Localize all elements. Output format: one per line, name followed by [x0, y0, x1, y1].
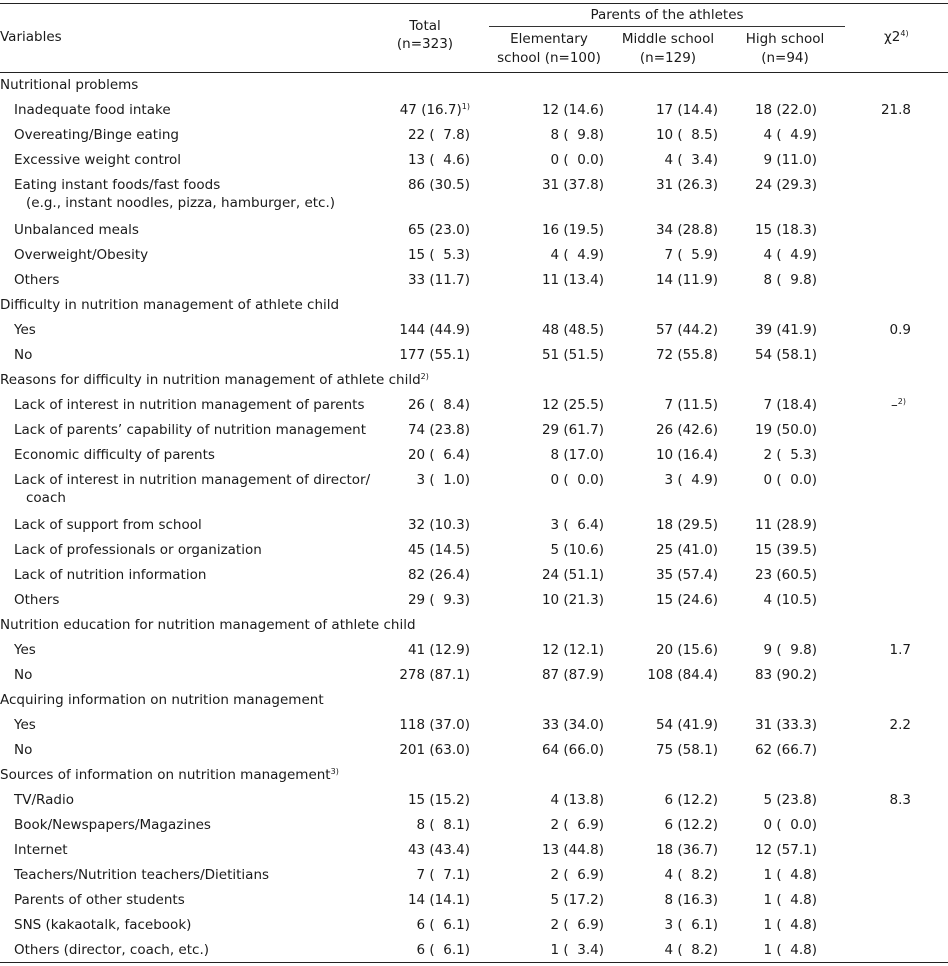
header-high: High school [745, 31, 825, 47]
chi-square-cell: 1.7 [889, 642, 911, 658]
row-label: Lack of professionals or organization [14, 542, 262, 558]
top-rule [0, 3, 948, 4]
header-high-n: (n=94) [761, 50, 809, 66]
chi-square-cell: 2.2 [889, 717, 911, 733]
total-cell: 86 (30.5) [407, 177, 470, 193]
table-row [0, 516, 948, 541]
table-row [0, 791, 948, 816]
table-row [0, 591, 948, 616]
high-cell: 0 ( 0.0) [763, 472, 817, 488]
middle-cell: 72 (55.8) [655, 347, 718, 363]
elementary-cell: 8 ( 9.8) [550, 127, 604, 143]
section-row [0, 616, 948, 641]
row-label: No [14, 347, 33, 363]
high-cell: 1 ( 4.8) [763, 942, 817, 958]
row-label: Overweight/Obesity [14, 247, 149, 263]
table-row [0, 421, 948, 446]
total-cell: 13 ( 4.6) [407, 152, 470, 168]
middle-cell: 15 (24.6) [655, 592, 718, 608]
elementary-cell: 0 ( 0.0) [550, 152, 604, 168]
section-label: Difficulty in nutrition management of athlete child [0, 297, 340, 313]
middle-cell: 57 (44.2) [655, 322, 718, 338]
total-cell: 74 (23.8) [407, 422, 470, 438]
middle-cell: 35 (57.4) [655, 567, 718, 583]
high-cell: 12 (57.1) [754, 842, 817, 858]
high-cell: 9 (11.0) [763, 152, 817, 168]
high-cell: 62 (66.7) [754, 742, 817, 758]
middle-cell: 4 ( 8.2) [664, 942, 718, 958]
table-row [0, 321, 948, 346]
middle-cell: 75 (58.1) [655, 742, 718, 758]
elementary-cell: 2 ( 6.9) [550, 867, 604, 883]
header-chi-square: χ2$^{4)}$ [884, 29, 909, 45]
elementary-cell: 5 (10.6) [550, 542, 604, 558]
total-cell: 8 ( 8.1) [416, 817, 470, 833]
header-total-n: (n=323) [396, 36, 454, 52]
row-label: Lack of nutrition information [14, 567, 207, 583]
chi-footnote: 4) [900, 29, 909, 38]
footnote-marker: 2) [420, 372, 429, 381]
middle-cell: 25 (41.0) [655, 542, 718, 558]
elementary-cell: 4 (13.8) [550, 792, 604, 808]
header-variables: Variables [0, 29, 62, 45]
total-cell: 15 (15.2) [407, 792, 470, 808]
total-cell: 41 (12.9) [407, 642, 470, 658]
middle-cell: 54 (41.9) [655, 717, 718, 733]
high-cell: 18 (22.0) [754, 102, 817, 118]
table-row [0, 891, 948, 916]
middle-cell: 34 (28.8) [655, 222, 718, 238]
high-cell: 4 ( 4.9) [763, 127, 817, 143]
elementary-cell: 51 (51.5) [541, 347, 604, 363]
middle-cell: 31 (26.3) [655, 177, 718, 193]
table-row [0, 396, 948, 421]
middle-cell: 18 (36.7) [655, 842, 718, 858]
section-row [0, 371, 948, 396]
table-row [0, 151, 948, 176]
row-label: Yes [14, 717, 36, 733]
total-cell: 278 (87.1) [399, 667, 470, 683]
row-label: Yes [14, 642, 36, 658]
total-cell: 33 (11.7) [407, 272, 470, 288]
section-row [0, 76, 948, 101]
row-label: Lack of support from school [14, 517, 202, 533]
total-cell: 65 (23.0) [407, 222, 470, 238]
row-label: Yes [14, 322, 36, 338]
elementary-cell: 3 ( 6.4) [550, 517, 604, 533]
high-cell: 31 (33.3) [754, 717, 817, 733]
row-label: Lack of interest in nutrition management of parents [14, 397, 365, 413]
row-label: TV/Radio [14, 792, 74, 808]
total-cell: 20 ( 6.4) [407, 447, 470, 463]
elementary-cell: 8 (17.0) [550, 447, 604, 463]
high-cell: 9 ( 9.8) [763, 642, 817, 658]
total-cell: 32 (10.3) [407, 517, 470, 533]
row-label: Internet [14, 842, 68, 858]
middle-cell: 14 (11.9) [655, 272, 718, 288]
total-cell: 144 (44.9) [399, 322, 470, 338]
row-label: Book/Newspapers/Magazines [14, 817, 211, 833]
middle-cell: 3 ( 4.9) [664, 472, 718, 488]
high-cell: 83 (90.2) [754, 667, 817, 683]
elementary-cell: 64 (66.0) [541, 742, 604, 758]
footnote-marker: 3) [330, 767, 339, 776]
table-row [0, 566, 948, 591]
table-row [0, 816, 948, 841]
high-cell: 1 ( 4.8) [763, 892, 817, 908]
middle-cell: 7 ( 5.9) [664, 247, 718, 263]
high-cell: 11 (28.9) [754, 517, 817, 533]
table-row [0, 346, 948, 371]
elementary-cell: 33 (34.0) [541, 717, 604, 733]
row-label: Inadequate food intake [14, 102, 171, 118]
row-label: No [14, 667, 33, 683]
elementary-cell: 48 (48.5) [541, 322, 604, 338]
chi-square-cell: 0.9 [889, 322, 911, 338]
row-label: Excessive weight control [14, 152, 182, 168]
row-label-continuation: coach [26, 490, 66, 506]
high-cell: 19 (50.0) [754, 422, 817, 438]
middle-cell: 17 (14.4) [655, 102, 718, 118]
elementary-cell: 29 (61.7) [541, 422, 604, 438]
table-row [0, 541, 948, 566]
table-row [0, 916, 948, 941]
total-cell: 201 (63.0) [399, 742, 470, 758]
middle-cell: 26 (42.6) [655, 422, 718, 438]
total-cell: 14 (14.1) [407, 892, 470, 908]
table-row [0, 246, 948, 271]
high-cell: 2 ( 5.3) [763, 447, 817, 463]
table-row [0, 471, 948, 506]
row-label: Others [14, 592, 60, 608]
elementary-cell: 12 (14.6) [541, 102, 604, 118]
table-row [0, 101, 948, 126]
middle-cell: 4 ( 8.2) [664, 867, 718, 883]
middle-cell: 4 ( 3.4) [664, 152, 718, 168]
header-middle: Middle school [621, 31, 715, 47]
total-cell: 47 $(16.7)^{1)}$ [399, 102, 470, 118]
row-label: No [14, 742, 33, 758]
row-label: Lack of interest in nutrition management of director/ [14, 472, 371, 488]
total-cell: 45 (14.5) [407, 542, 470, 558]
total-cell: 43 (43.4) [407, 842, 470, 858]
high-cell: 39 (41.9) [754, 322, 817, 338]
elementary-cell: 2 ( 6.9) [550, 917, 604, 933]
header-total: Total [409, 18, 441, 34]
middle-cell: 3 ( 6.1) [664, 917, 718, 933]
section-row [0, 766, 948, 791]
row-label: Economic difficulty of parents [14, 447, 215, 463]
elementary-cell: 87 (87.9) [541, 667, 604, 683]
high-cell: 5 (23.8) [763, 792, 817, 808]
section-label: Acquiring information on nutrition management [0, 692, 324, 708]
high-cell: 24 (29.3) [754, 177, 817, 193]
row-label: Others [14, 272, 60, 288]
header-middle-n: (n=129) [639, 50, 697, 66]
high-cell: 4 (10.5) [763, 592, 817, 608]
footnote-marker: 2) [897, 397, 906, 406]
elementary-cell: 11 (13.4) [541, 272, 604, 288]
table-row [0, 941, 948, 966]
row-label-continuation: (e.g., instant noodles, pizza, hamburger, etc.) [26, 195, 336, 211]
table-row [0, 641, 948, 666]
total-cell: 82 (26.4) [407, 567, 470, 583]
total-cell: 6 ( 6.1) [416, 917, 470, 933]
header-bottom-rule [0, 72, 948, 73]
table-row [0, 446, 948, 471]
row-label: Eating instant foods/fast foods [14, 177, 221, 193]
middle-cell: 10 (16.4) [655, 447, 718, 463]
high-cell: 1 ( 4.8) [763, 867, 817, 883]
middle-cell: 108 (84.4) [647, 667, 718, 683]
chi-square-cell: 21.8 [880, 102, 911, 118]
elementary-cell: 4 ( 4.9) [550, 247, 604, 263]
row-label: Teachers/Nutrition teachers/Dietitians [14, 867, 270, 883]
high-cell: 4 ( 4.9) [763, 247, 817, 263]
total-cell: 118 (37.0) [399, 717, 470, 733]
row-label: SNS (kakaotalk, facebook) [14, 917, 192, 933]
group-underline [489, 26, 845, 27]
elementary-cell: 13 (44.8) [541, 842, 604, 858]
header-elementary-n: school (n=100) [497, 50, 601, 66]
section-label: Nutritional problems [0, 77, 139, 93]
elementary-cell: 2 ( 6.9) [550, 817, 604, 833]
middle-cell: 6 (12.2) [664, 817, 718, 833]
row-label: Lack of parents’ capability of nutrition management [14, 422, 367, 438]
row-label: Unbalanced meals [14, 222, 139, 238]
high-cell: 0 ( 0.0) [763, 817, 817, 833]
total-cell: 26 ( 8.4) [407, 397, 470, 413]
table-row [0, 271, 948, 296]
section-label: Reasons for difficulty in nutrition management of athlete child$^{2)}$ [0, 372, 429, 388]
section-row [0, 296, 948, 321]
total-cell: 177 (55.1) [399, 347, 470, 363]
middle-cell: 20 (15.6) [655, 642, 718, 658]
high-cell: 54 (58.1) [754, 347, 817, 363]
elementary-cell: 24 (51.1) [541, 567, 604, 583]
table-row [0, 841, 948, 866]
elementary-cell: 1 ( 3.4) [550, 942, 604, 958]
high-cell: 23 (60.5) [754, 567, 817, 583]
total-cell: 29 ( 9.3) [407, 592, 470, 608]
table-row [0, 866, 948, 891]
high-cell: 8 ( 9.8) [763, 272, 817, 288]
elementary-cell: 12 (25.5) [541, 397, 604, 413]
row-label: Others (director, coach, etc.) [14, 942, 210, 958]
total-cell: 15 ( 5.3) [407, 247, 470, 263]
high-cell: 15 (18.3) [754, 222, 817, 238]
middle-cell: 10 ( 8.5) [655, 127, 718, 143]
middle-cell: 6 (12.2) [664, 792, 718, 808]
elementary-cell: 31 (37.8) [541, 177, 604, 193]
table-row [0, 741, 948, 766]
elementary-cell: 12 (12.1) [541, 642, 604, 658]
middle-cell: 18 (29.5) [655, 517, 718, 533]
chi-square-cell: –$^{2)}$ [891, 397, 906, 413]
high-cell: 15 (39.5) [754, 542, 817, 558]
table-row [0, 126, 948, 151]
total-cell: 7 ( 7.1) [416, 867, 470, 883]
elementary-cell: 5 (17.2) [550, 892, 604, 908]
table-row [0, 716, 948, 741]
total-cell: 3 ( 1.0) [416, 472, 470, 488]
row-label: Overeating/Binge eating [14, 127, 179, 143]
high-cell: 7 (18.4) [763, 397, 817, 413]
elementary-cell: 16 (19.5) [541, 222, 604, 238]
row-label: Parents of other students [14, 892, 185, 908]
elementary-cell: 0 ( 0.0) [550, 472, 604, 488]
total-cell: 22 ( 7.8) [407, 127, 470, 143]
section-label: Nutrition education for nutrition management of athlete child [0, 617, 416, 633]
footnote-marker: 1) [461, 102, 470, 111]
middle-cell: 8 (16.3) [664, 892, 718, 908]
header-group: Parents of the athletes [590, 7, 744, 23]
table-row [0, 666, 948, 691]
section-label: Sources of information on nutrition management$^{3)}$ [0, 767, 339, 783]
middle-cell: 7 (11.5) [664, 397, 718, 413]
table-row [0, 221, 948, 246]
table-row [0, 176, 948, 211]
elementary-cell: 10 (21.3) [541, 592, 604, 608]
total-cell: 6 ( 6.1) [416, 942, 470, 958]
section-row [0, 691, 948, 716]
high-cell: 1 ( 4.8) [763, 917, 817, 933]
header-elementary: Elementary [510, 31, 588, 47]
chi-square-cell: 8.3 [889, 792, 911, 808]
